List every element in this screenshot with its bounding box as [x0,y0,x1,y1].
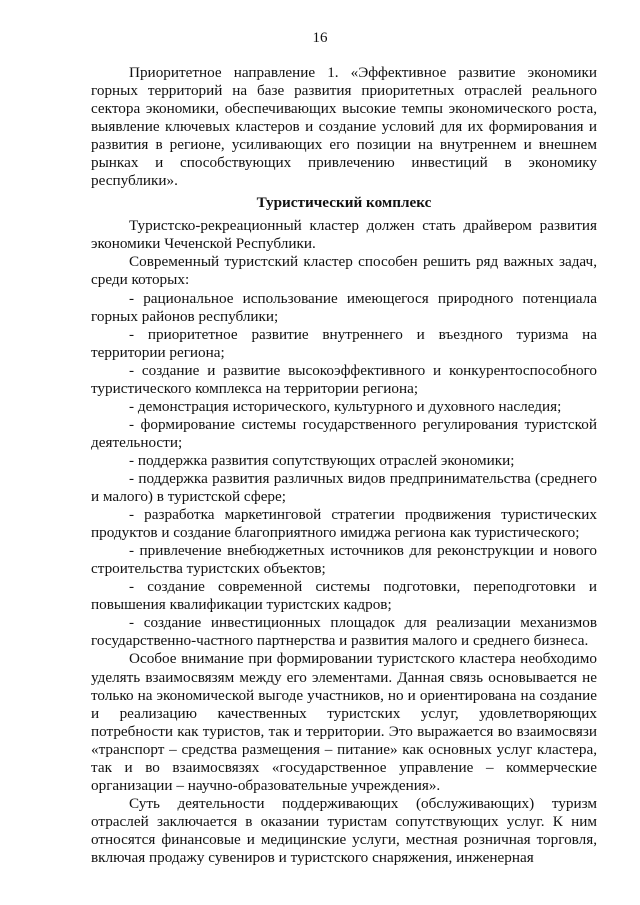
task-item: - формирование системы государственного регулирования туристской деятельности; [91,415,597,451]
task-item: - рациональное использование имеющегося природного потенциала горных районов республики; [91,289,597,325]
page-number: 16 [312,30,328,46]
task-item: - привлечение внебюджетных источников для реконструкции и нового строительства туристских объектов; [91,542,597,578]
task-item: - создание современной системы подготовки, переподготовки и повышения квалификации туристских кадров; [91,578,597,614]
document-body [91,64,597,867]
task-item: - разработка маркетинговой стратегии продвижения туристических продуктов и создание благоприятного имиджа региона как туристического; [91,506,597,542]
task-item: - создание инвестиционных площадок для реализации механизмов государственно-частного партнерства и развития малого и среднего бизнеса. [91,614,597,650]
intro-paragraph: Приоритетное направление 1. «Эффективное развитие экономики горных территорий на базе развития приоритетных отраслей реального сектора экономики, обеспечивающих высокие темпы экономического роста, выявление ключевых кластеров и создание условий для их формирования и развития в регионе, усиливающих его позиции на внутреннем и внешнем рынках и способствующих привлечению инвестиций в экономику республики». [91,64,597,190]
task-item: - поддержка развития различных видов предпринимательства (среднего и малого) в туристской сфере; [91,469,597,506]
task-item: - приоритетное развитие внутреннего и въездного туризма на территории региона; [91,325,597,361]
paragraph-interconnections: Особое внимание при формировании туристского кластера необходимо уделять взаимосвязям между его элементами. Данная связь основывается не только на экономической выгоде участников, но и ориентирована на создание и реализацию качественных туристских услуг, удовлетворяющих потребности как туристов, так и территории. Это выражается во взаимосвязи «транспорт – средства размещения – питание» как основных услуг кластера, так и во взаимосвязях «государственное управление – коммерческие организации – научно-образовательные учреждения». [91,650,597,794]
task-item: - демонстрация исторического, культурного и духовного наследия; [129,397,562,415]
paragraph-supporting-industries: Суть деятельности поддерживающих (обслуживающих) туризм отраслей заключается в оказании туристам сопутствующих услуг. К ним относятся финансовые и медицинские услуги, местная розничная торговля, включая продажу сувениров и туристского снаряжения, инженерная [91,794,597,866]
task-item: - поддержка развития сопутствующих отраслей экономики; [129,451,515,469]
paragraph-tasks-intro: Современный туристский кластер способен решить ряд важных задач, среди которых: [91,253,597,289]
paragraph-cluster-driver: Туристско-рекреационный кластер должен стать драйвером развития экономики Чеченской Республики. [91,217,597,253]
section-title: Туристический комплекс [256,194,432,212]
task-item: - создание и развитие высокоэффективного и конкурентоспособного туристического комплекса на территории региона; [91,361,597,397]
